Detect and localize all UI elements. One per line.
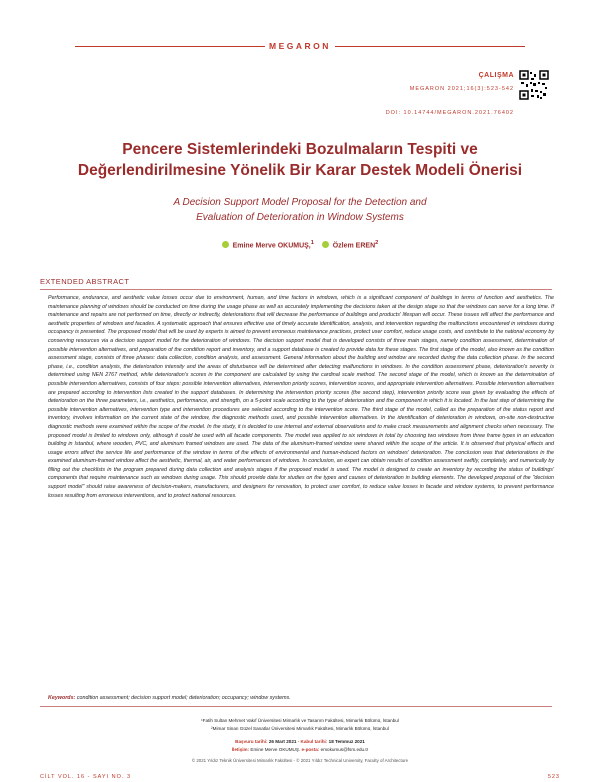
volume-info: CİLT VOL. 16 - SAYI NO. 3: [40, 774, 132, 780]
author-1-affil: 1: [310, 240, 314, 246]
article-dates: [40, 739, 560, 744]
doi-link[interactable]: DOI: 10.14744/MEGARON.2021.76402: [385, 110, 514, 116]
orcid-icon[interactable]: [222, 241, 229, 248]
orcid-icon[interactable]: [322, 241, 329, 248]
journal-name: MEGARON: [269, 41, 331, 51]
affiliation-1: ¹Fatih Sultan Mehmet Vakıf Üniversitesi Mimarlık ve Tasarım Fakültesi, Mimarlık Bölümü, İstanbul: [201, 718, 399, 723]
page-number: 523: [547, 774, 560, 780]
section-divider: [40, 289, 552, 290]
copyright-notice: © 2021 Yıldız Teknik Üniversitesi Mimarlık Fakültesi - © 2021 Yıldız Technical University, Faculty of Architecture: [191, 758, 409, 763]
submitted-label: Başvuru tarihi:: [235, 739, 268, 744]
section-heading: EXTENDED ABSTRACT: [40, 277, 130, 286]
contact-name: Emine Merve OKUMUŞ.: [250, 747, 301, 752]
qr-code-icon: [519, 70, 549, 100]
title-en-line2: Evaluation of Deterioration in Window Systems: [196, 212, 404, 223]
keywords: [48, 695, 554, 701]
citation: MEGARON 2021;16(3):523-542: [409, 86, 514, 92]
author-2: Özlem EREN: [332, 242, 376, 250]
article-title-turkish: [40, 139, 560, 181]
accepted-date: 18 Temmuz 2021: [328, 739, 365, 744]
contact-label: İletişim:: [231, 747, 250, 752]
title-tr-line1: Pencere Sistemlerindeki Bozulmaların Tespiti ve: [122, 141, 478, 158]
submitted-date: 26 Mart 2021: [268, 739, 297, 744]
accepted-label: Kabul tarihi:: [300, 739, 328, 744]
email-label: e-posta:: [301, 747, 320, 752]
author-1: Emine Merve OKUMUŞ,: [232, 242, 311, 250]
footer-divider: [40, 706, 552, 707]
author-list: [0, 240, 600, 249]
date-separator: -: [296, 739, 301, 744]
author-2-affil: 2: [375, 240, 379, 246]
keywords-text: condition assessment; decision support model; deterioration; occupancy; window systems.: [76, 695, 291, 701]
keywords-label: Keywords:: [48, 695, 76, 701]
email-link[interactable]: emokumus@fsm.edu.tr: [320, 747, 369, 752]
article-type: ÇALIŞMA: [478, 72, 514, 79]
title-tr-line2: Değerlendirilmesine Yönelik Bir Karar Destek Modeli Önerisi: [77, 162, 523, 179]
title-en-line1: A Decision Support Model Proposal for the Detection and: [173, 197, 427, 208]
article-title-english: [60, 195, 540, 225]
abstract-body: Performance, endurance, and aesthetic value losses occur due to environment, human, and time factors in windows, which is a significant component of buildings in terms of function and aesthetics. The maintenance planning of windows should be conducted on time during the usage phase as well as accurately implementing the decisions taken at the design stage so that the windows can serve for a long time. If maintenance and repairs are not performed on time, directly or indirectly, deteriorations that will decrease the performance of buildings and products' lifespan will occur. These issues will affect the performance and aesthetic properties of windows and facades. A systematic approach that ensures effective use of timely accurate identification, analysis, and intervention regarding the malfunctions encountered in windows during occupancy is presented. The proposed model that will be used by experts is aimed to prevent erroneous maintenance practices, protect user comfort, reduce usage costs, and contribute to the national economy by conserving resources via a decision support model for the deterioration of windows. The decision support model that is developed consists of three main stages, namely condition assessment, determination of possible intervention alternatives, and preparation of the condition report and inventory, and a support database is created to provide data for these stages. The first stage of the model, also known as the condition assessment stage, consists of three phases: data collection, condition analysis, and assessment. General information about the building and window are recorded during the data collection phase. In the second phase, i.e., condition analysis, the deterioration intensity and the areas of disturbance will be determined after detecting malfunctions in windows. In the condition assessment phase, deterioration's severity is determined using NEN 2767 method, while deterioration's scores in the component are calculated by using the cardinal scale method. The second stage of the model, which is known as the determination of possible intervention alternatives, consists of four steps: possible intervention alternatives, intervention priority scores, intervention scores, and appropriate intervention alternatives. Possible intervention alternatives are prepared according to intervention lists created in the support databases. In determining the intervention priority scores (the second step), intervention priority score was given by evaluating the effects of deterioration on the three parameters, i.e., aesthetics, performance, and strength, on a 5-point scale according to the type of deterioration and the component in which it is located. In the last step of determining the possible intervention alternatives, intervention type and intervention procedures are selected according to the intervention score. The third stage of the model, called as the preparation of the status report and inventory, involves information on the current state of the window, the diagnostic methods used, and possible intervention alternatives. In the identification of deterioration in windows, on-site non-destructive diagnostic methods were examined within the scope of the model. In the study, it is decided to use internal and external observations and to make crack measurements and alignment checks when necessary. The proposed model is limited to windows only, although it could be used with all facade components. The model was applied to six windows in total by choosing two windows from three frame types in an education building in Istanbul, where wooden, PVC, and aluminum framed windows are used. The data of the aluminum-framed window were shared within the scope of the article. It is observed that physical effects and usage errors affect the service life and performance of the window in terms of the effects of environmental and human-induced factors on windows' deterioration. The conclusion was that deteriorations in the examined aluminum-framed window affect the aesthetic, thermal, air, and water performances of windows. In conclusion, an expert can obtain results of condition assessment swiftly, completely, and numerically by filling out the checklists in the program prepared during data collection and analysis stages if the proposed model is used. The model is designed to create an inventory by recording the status of buildings' components that require maintenance such as windows during usage. This should provide data for studies on the types and causes of deterioration in building elements. The developed proposal of the "decision support model" should raise awareness of decision-makers, manufacturers, and designers for renovation, to protect user comfort, to reduce value losses in facade and window systems, to prevent performance losses resulting from erroneous interventions, and to protect national resources.: [48, 295, 554, 499]
affiliation-2: ²Mimar Sinan Güzel Sanatlar Üniversitesi Mimarlık Fakültesi, Mimarlık Bölümü, İstanbul: [211, 726, 389, 731]
correspondence: [40, 747, 560, 752]
